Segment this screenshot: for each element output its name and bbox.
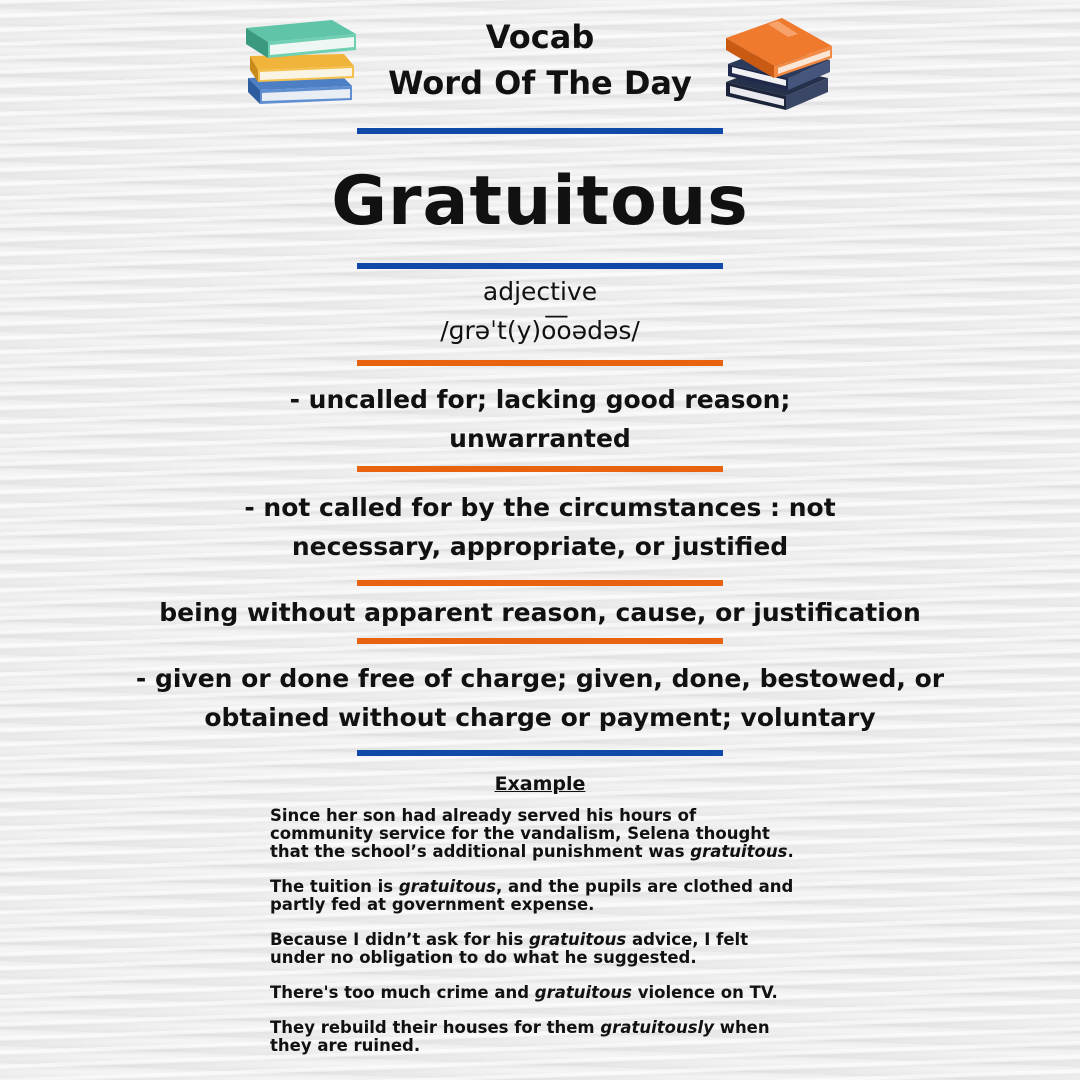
definition-3-line-1: being without apparent reason, cause, or justification xyxy=(159,598,921,627)
example-2-line-2: partly fed at government expense. xyxy=(270,895,595,914)
divider-blue-word xyxy=(357,263,723,269)
example-5-line-1: They rebuild their houses for them gratuitously when xyxy=(270,1018,770,1037)
header-line-word-of-day: Word Of The Day xyxy=(388,64,692,102)
definition-1-line-2: unwarranted xyxy=(449,424,631,453)
definition-2 xyxy=(0,488,1080,566)
example-heading: Example xyxy=(494,773,586,795)
divider-blue-top xyxy=(357,128,723,134)
divider-orange-2 xyxy=(357,466,723,472)
example-sentence-2 xyxy=(270,878,830,914)
example-sentence-4 xyxy=(270,984,830,1002)
definition-4 xyxy=(0,659,1080,737)
definition-4-line-1: - given or done free of charge; given, done, bestowed, or xyxy=(135,664,945,693)
divider-orange-3 xyxy=(357,580,723,586)
definition-2-line-1: - not called for by the circumstances : not xyxy=(244,493,836,522)
definition-1 xyxy=(0,380,1080,458)
example-3-line-2: under no obligation to do what he suggested. xyxy=(270,948,697,967)
divider-orange-1 xyxy=(357,360,723,366)
example-1-line-1: Since her son had already served his hours of xyxy=(270,806,697,825)
header-title xyxy=(0,14,1080,106)
definition-1-line-1: - uncalled for; lacking good reason; xyxy=(289,385,791,414)
part-of-speech: adjective xyxy=(482,277,598,306)
example-5-line-2: they are ruined. xyxy=(270,1036,421,1055)
example-sentence-1 xyxy=(270,807,830,861)
vocab-word: Gratuitous xyxy=(331,162,749,241)
example-1-line-3: that the school’s additional punishment was gratuitous. xyxy=(270,842,794,861)
example-2-line-1: The tuition is gratuitous, and the pupils are clothed and xyxy=(270,877,794,896)
definition-2-line-2: necessary, appropriate, or justified xyxy=(291,532,789,561)
header-line-vocab: Vocab xyxy=(485,18,595,56)
definition-4-line-2: obtained without charge or payment; voluntary xyxy=(204,703,876,732)
example-4-line-1: There's too much crime and gratuitous violence on TV. xyxy=(270,983,778,1002)
pronunciation: /ɡrəˈt(y)o͞oədəs/ xyxy=(440,316,640,345)
divider-blue-bottom xyxy=(357,750,723,756)
examples-list xyxy=(270,807,830,1072)
example-sentence-5 xyxy=(270,1019,830,1055)
definition-3 xyxy=(0,593,1080,632)
example-sentence-3 xyxy=(270,931,830,967)
example-3-line-1: Because I didn’t ask for his gratuitous advice, I felt xyxy=(270,930,749,949)
example-1-line-2: community service for the vandalism, Selena thought xyxy=(270,824,770,843)
divider-orange-4 xyxy=(357,638,723,644)
